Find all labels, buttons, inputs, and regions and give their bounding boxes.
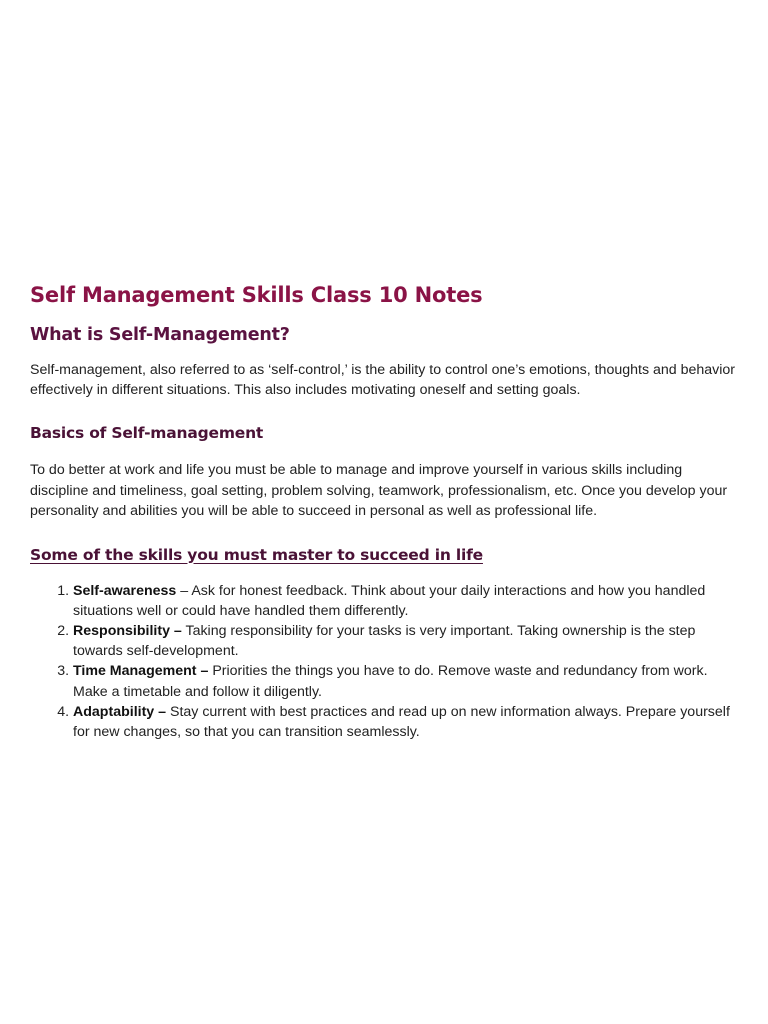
- what-is-self-management-heading: What is Self-Management?: [30, 325, 290, 345]
- skill-description: Stay current with best practices and read up on new information always. Prepare yourself for new changes, so that you can transition seamlessly.: [73, 703, 730, 740]
- skill-item-responsibility: [73, 621, 742, 661]
- skill-description: Ask for honest feedback. Think about your daily interactions and how you handled situations well or could have handled them differently.: [73, 582, 706, 619]
- skill-term: Adaptability –: [73, 703, 167, 720]
- skill-item-adaptability: [73, 702, 742, 742]
- skills-heading: Some of the skills you must master to succeed in life: [30, 545, 483, 564]
- skills-list: [30, 581, 742, 743]
- skill-description: Priorities the things you have to do. Remove waste and redundancy from work. Make a timetable and follow it diligently.: [73, 663, 708, 700]
- skill-item-self-awareness: [73, 581, 742, 621]
- skill-separator: –: [176, 582, 192, 599]
- skill-term: Time Management –: [73, 663, 209, 680]
- basics-heading: Basics of Self-management: [30, 424, 264, 442]
- page-title: Self Management Skills Class 10 Notes: [30, 283, 483, 307]
- skill-description: Taking responsibility for your tasks is very important. Taking ownership is the step towards self-development.: [73, 622, 696, 660]
- skill-term: Self-awareness: [73, 582, 177, 599]
- basics-paragraph: To do better at work and life you must be able to manage and improve yourself in various skills including discipline and timeliness, goal setting, problem solving, teamwork, professionalism, etc. Once you develop your personality and abilities you will be able to succeed in personal as well as professional life.: [30, 462, 728, 519]
- document-body: [30, 279, 742, 742]
- what-is-self-management-paragraph: Self-management, also referred to as ‘self-control,’ is the ability to control one’s emotions, thoughts and behavior effectively in different situations. This also includes motivating oneself and setting goals.: [30, 362, 736, 398]
- skill-term: Responsibility –: [73, 622, 182, 639]
- skill-item-time-management: [73, 661, 742, 701]
